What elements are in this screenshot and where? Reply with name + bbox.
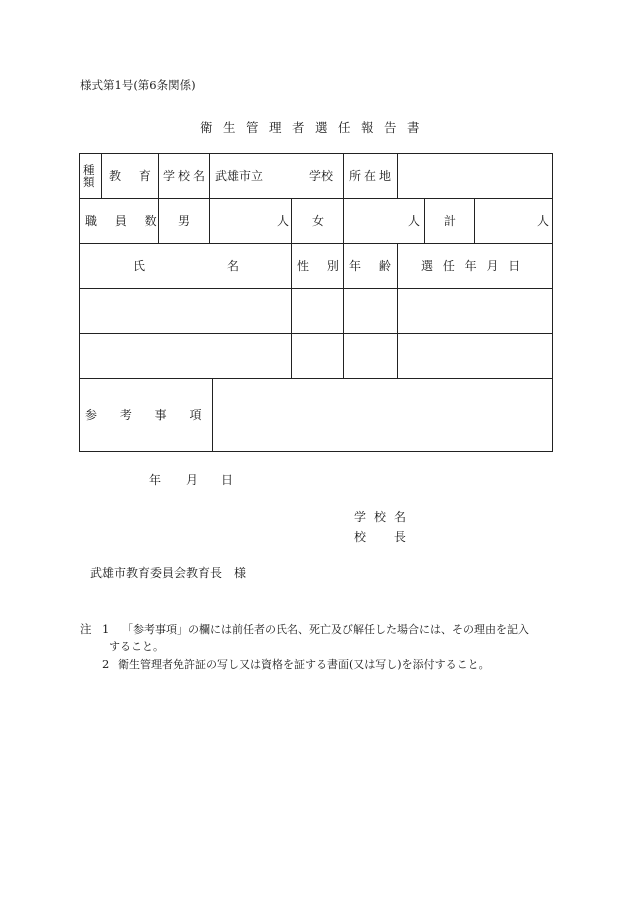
location-label: 所在地 [349, 169, 395, 183]
name-label-1: 氏 [133, 259, 146, 273]
appointed-date-label: 選 任 年 月 日 [421, 259, 521, 273]
remarks-label: 参 考 事 項 [85, 408, 202, 422]
female-count-input[interactable] [346, 201, 406, 241]
principal-label: 校 長 [354, 530, 406, 544]
row-1-age-input[interactable] [346, 291, 395, 331]
female-label: 女 [312, 214, 325, 228]
total-count-input[interactable] [477, 201, 535, 241]
location-input[interactable] [400, 156, 550, 196]
school-name-label: 学校名 [163, 169, 209, 183]
age-label: 年 齢 [349, 259, 391, 273]
note-1-text: 「参考事項」の欄には前任者の氏名、死亡及び解任した場合には、その理由を記入 [122, 623, 529, 636]
school-name-prefix: 武雄市立 [215, 169, 264, 183]
school-name-input[interactable] [262, 160, 306, 190]
row-1-name-input[interactable] [82, 291, 289, 331]
footer-school-name-label: 学校名 [354, 510, 415, 524]
female-unit: 人 [408, 214, 421, 228]
male-unit: 人 [277, 214, 290, 228]
type-value: 教 育 [109, 169, 151, 183]
note-2-text: 衛生管理者免許証の写し又は資格を証する書面(又は写し)を添付すること。 [118, 658, 490, 671]
note-2-number: 2 [102, 657, 110, 671]
name-label-2: 名 [227, 259, 240, 273]
total-unit: 人 [537, 214, 550, 228]
row-2-gender-input[interactable] [294, 336, 341, 376]
note-1-text-continued: すること。 [109, 640, 164, 653]
row-2-name-input[interactable] [82, 336, 289, 376]
gender-label: 性 別 [297, 259, 339, 273]
notes-prefix: 注 [80, 622, 92, 636]
note-1-number: 1 [102, 622, 110, 636]
male-label: 男 [178, 214, 191, 228]
staff-count-label: 職 員 数 [85, 214, 157, 228]
row-2-date-input[interactable] [400, 336, 550, 376]
school-name-suffix: 学校 [309, 169, 334, 183]
remarks-input[interactable] [215, 381, 550, 449]
addressee: 武雄市教育委員会教育長 様 [90, 566, 247, 580]
date-year-label: 年 [149, 473, 162, 487]
page-title: 衛生管理者選任報告書 [199, 120, 430, 135]
date-month-label: 月 [186, 473, 199, 487]
form-number: 様式第1号(第6条関係) [80, 78, 196, 92]
type-label: 種 類 [83, 163, 95, 189]
male-count-input[interactable] [212, 201, 274, 241]
row-2-age-input[interactable] [346, 336, 395, 376]
row-1-date-input[interactable] [400, 291, 550, 331]
total-label: 計 [444, 214, 457, 228]
date-day-label: 日 [221, 473, 234, 487]
row-1-gender-input[interactable] [294, 291, 341, 331]
